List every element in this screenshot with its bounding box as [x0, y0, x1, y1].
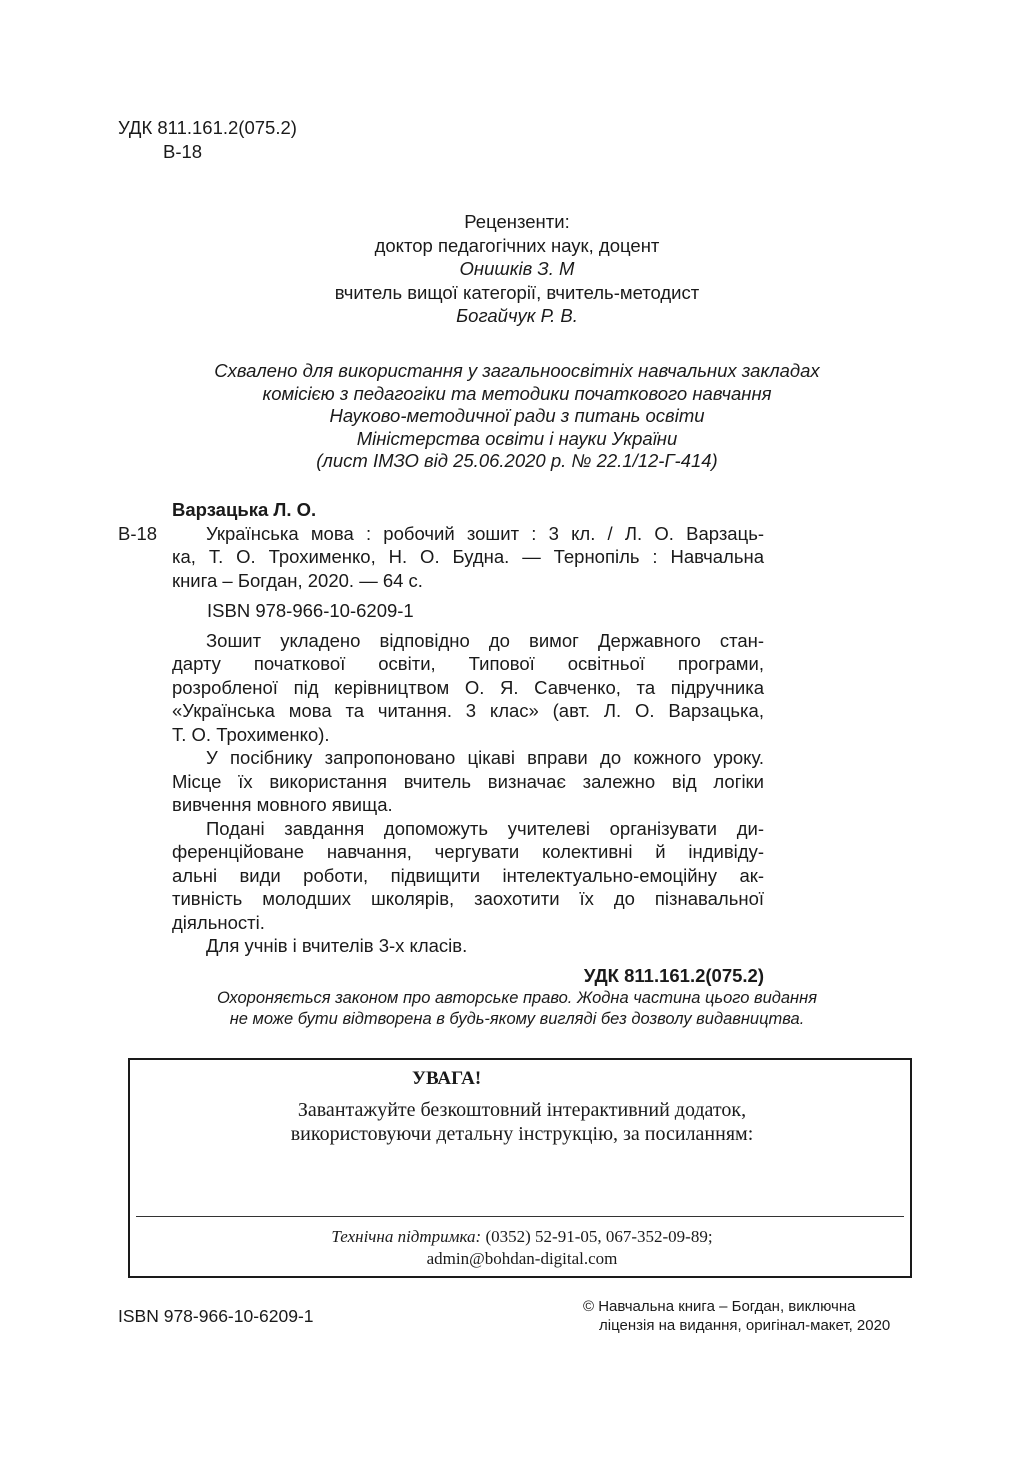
udk-header [118, 116, 297, 164]
description-line: ка, Т. О. Трохименко, Н. О. Будна. — Тернопіль : Навчальна [172, 546, 764, 567]
reviewers-block [180, 210, 854, 328]
catalog-code: В-18 [118, 522, 158, 544]
catalog-udk: УДК 811.161.2(075.2) [583, 964, 764, 986]
reviewer2-name: Богайчук Р. В. [456, 305, 578, 326]
copyright-line: не може бути відтворена в будь-якому вигляді без дозволу видавництва. [229, 1010, 805, 1028]
publisher-line: ліцензія на видання, оригінал-макет, 2020 [599, 1317, 891, 1334]
annotation-line: вивчення мовного явища. [172, 794, 393, 815]
annotation-paragraph-2 [118, 746, 764, 817]
annotation-line: Т. О. Трохименко). [172, 723, 330, 745]
annotation-paragraph-1 [118, 629, 764, 747]
copyright-notice [120, 988, 914, 1030]
support-label: Технічна підтримка: [331, 1227, 482, 1246]
copyright-line: Охороняється законом про авторське право. Жодна частина цього видання [216, 989, 818, 1007]
support-email[interactable]: admin@bohdan-digital.com [426, 1249, 618, 1268]
annotation-line: Подані завдання допоможуть учителеві організувати ди- [206, 817, 764, 839]
annotation-line: ференційоване навчання, чергувати колективні й індивіду- [172, 841, 764, 862]
annotation-line: розробленої під керівництвом О. Я. Савченко, та підручника [172, 676, 764, 698]
annotation-line: Місце їх використання вчитель визначає залежно від логіки [172, 770, 764, 792]
attention-title: УВАГА! [412, 1068, 482, 1089]
approval-line: комісією з педагогіки та методики початкового навчання [262, 382, 772, 404]
annotation-audience: Для учнів і вчителів 3-х класів. [206, 935, 468, 956]
annotation-line: альні види роботи, підвищити інтелектуально-емоційну ак- [172, 864, 764, 886]
attention-line: використовуючи детальну інструкцію, за посиланням: [290, 1123, 754, 1145]
reviewer1-name: Онишків З. М [459, 258, 575, 279]
annotation-line: У посібнику запропоновано цікаві вправи до кожного уроку. [206, 747, 764, 768]
support-phones: (0352) 52-91-05, 067-352-09-89; [481, 1227, 713, 1246]
catalog-description [118, 522, 764, 546]
annotation-line: «Українська мова та читання. 3 клас» (авт. Л. О. Варзацька, [172, 700, 764, 721]
catalog-record [118, 498, 764, 987]
publisher-copyright [583, 1297, 890, 1335]
catalog-isbn: ISBN 978-966-10-6209-1 [207, 600, 414, 621]
annotation-line: дарту початкової освіти, Типової освітньої програми, [172, 653, 764, 674]
reviewer1-position: доктор педагогічних наук, доцент [374, 234, 660, 256]
publisher-line: © Навчальна книга – Богдан, виключна [583, 1298, 856, 1315]
reviewer2-position: вчитель вищої категорії, вчитель-методист [334, 281, 700, 303]
reviewers-heading: Рецензенти: [464, 211, 570, 232]
approval-line: (лист ІМЗО від 25.06.2020 р. № 22.1/12-Г-414) [316, 450, 718, 471]
approval-line: Міністерства освіти і науки України [356, 427, 678, 449]
annotation-line: Зошит укладено відповідно до вимог Державного стан- [206, 629, 764, 651]
annotation-paragraph-3 [118, 817, 764, 935]
approval-notice [120, 360, 914, 473]
annotation-line: діяльності. [172, 911, 265, 933]
author-mark: В-18 [163, 141, 203, 162]
tech-support [130, 1226, 914, 1270]
udk-code: УДК 811.161.2(075.2) [118, 117, 297, 138]
footer-isbn: ISBN 978-966-10-6209-1 [118, 1306, 314, 1326]
approval-line: Схвалено для використання у загальноосвітніх навчальних закладах [214, 360, 820, 381]
approval-line: Науково-методичної ради з питань освіти [329, 405, 705, 426]
annotation-line: тивність молодших школярів, заохотити їх до пізнавальної [172, 888, 764, 909]
catalog-author: Варзацька Л. О. [172, 499, 317, 520]
description-line: книга – Богдан, 2020. — 64 с. [172, 569, 423, 591]
description-line: Українська мова : робочий зошит : 3 кл. / Л. О. Варзаць- [206, 522, 764, 544]
divider [136, 1216, 904, 1217]
attention-text [130, 1098, 914, 1146]
attention-line: Завантажуйте безкоштовний інтерактивний додаток, [297, 1099, 747, 1121]
attention-box [128, 1058, 912, 1278]
